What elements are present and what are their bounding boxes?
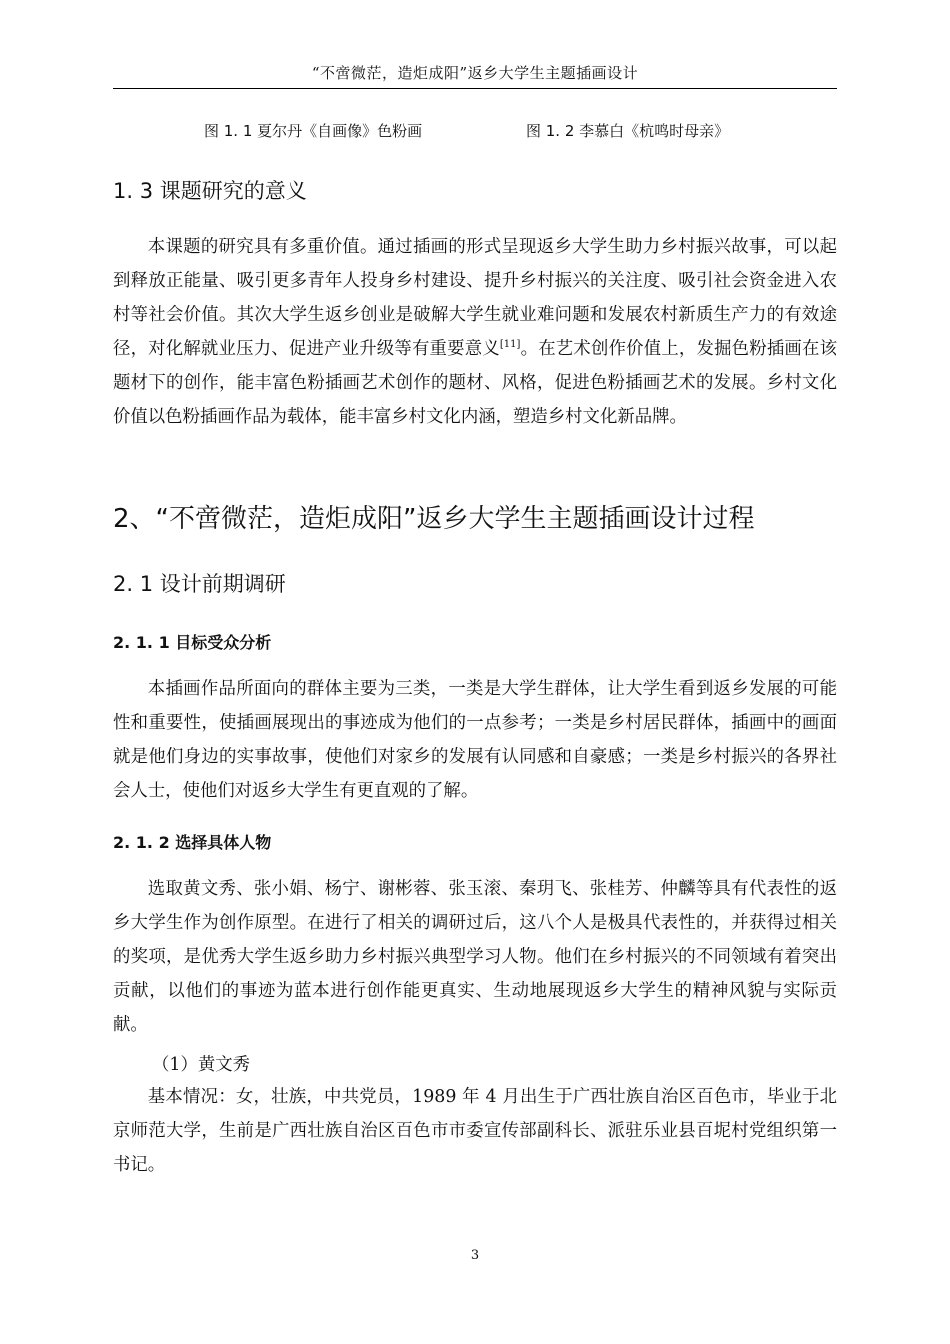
chapter-2-heading: 2、“不啻微茫，造炬成阳”返乡大学生主题插画设计过程 — [113, 504, 755, 534]
section-1-3-text-part2: 。在艺术创作价值上，发掘色粉插画在该题材下的创作，能丰富色粉插画艺术创作的题材、风格，促进色粉插画艺术的发展。乡村文化价值以色粉插画作品为载体，能丰富乡村文化内涵，塑造乡村文化新品牌。 — [113, 339, 837, 427]
running-header: “不啻微茫，造炬成阳”返乡大学生主题插画设计 — [311, 64, 639, 82]
person-1-label: （1）黄文秀 — [152, 1055, 251, 1075]
section-2-1-1-heading: 2. 1. 1 目标受众分析 — [113, 633, 272, 652]
page-number: 3 — [470, 1248, 480, 1263]
section-2-1-2-paragraph: 选取黄文秀、张小娟、杨宁、谢彬蓉、张玉滚、秦玥飞、张桂芳、仲麟等具有代表性的返乡大学生作为创作原型。在进行了相关的调研过后，这八个人是极具代表性的，并获得过相关的奖项，是优秀大学生返乡助力乡村振兴典型学习人物。他们在乡村振兴的不同领域有着突出贡献，以他们的事迹为蓝本进行创作能更真实、生动地展现返乡大学生的精神风貌与实际贡献。 — [113, 879, 837, 1035]
section-1-3-paragraph — [113, 230, 837, 434]
figure-caption-1-2: 图 1. 2 李慕白《杭鸣时母亲》 — [526, 122, 730, 140]
citation-11: [11] — [499, 339, 521, 351]
person-1-info: 基本情况：女，壮族，中共党员，1989 年 4 月出生于广西壮族自治区百色市，毕业于北京师范大学，生前是广西壮族自治区百色市市委宣传部副科长、派驻乐业县百坭村党组织第一书记。 — [113, 1087, 837, 1175]
figure-caption-1-1: 图 1. 1 夏尔丹《自画像》色粉画 — [204, 122, 423, 140]
section-1-3-text-part1: 本课题的研究具有多重价值。通过插画的形式呈现返乡大学生助力乡村振兴故事，可以起到释放正能量、吸引更多青年人投身乡村建设、提升乡村振兴的关注度、吸引社会资金进入农村等社会价值。其次大学生返乡创业是破解大学生就业难问题和发展农村新质生产力的有效途径，对化解就业压力、促进产业升级等有重要意义 — [113, 237, 837, 359]
header-rule — [113, 88, 837, 89]
section-2-1-2-heading: 2. 1. 2 选择具体人物 — [113, 833, 272, 852]
section-2-1-1-paragraph: 本插画作品所面向的群体主要为三类，一类是大学生群体，让大学生看到返乡发展的可能性和重要性，使插画展现出的事迹成为他们的一点参考；一类是乡村居民群体，插画中的画面就是他们身边的实事故事，使他们对家乡的发展有认同感和自豪感；一类是乡村振兴的各界社会人士，使他们对返乡大学生有更直观的了解。 — [113, 679, 837, 801]
section-2-1-heading: 2. 1 设计前期调研 — [113, 572, 286, 596]
section-1-3-heading: 1. 3 课题研究的意义 — [113, 179, 307, 203]
